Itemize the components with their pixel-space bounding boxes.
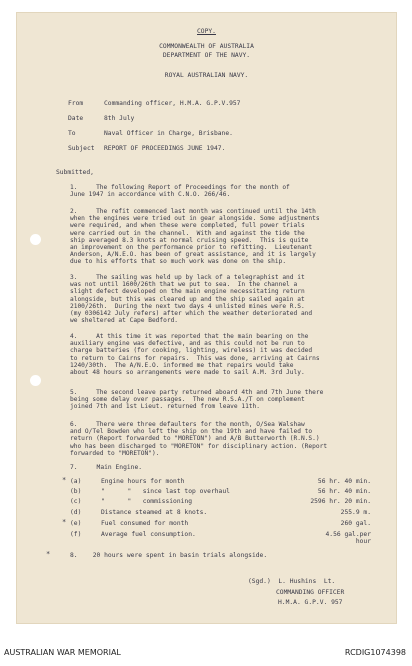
- engine-item-key: (f): [70, 531, 82, 538]
- paragraph-5: 5. The second leave party returned aboard 4th and 7th June there being some delay over passages. The new R.S.A./T on complement joined 7th and 1st Lieut. returned from leave 11th.: [70, 389, 324, 411]
- paragraph-1: 1. The following Report of Proceedings for the month of June 1947 in accordance with C.N.O. 266/46.: [70, 184, 290, 199]
- field-value-date: 8th July: [104, 115, 135, 122]
- item-8: 8. 20 hours were spent in basin trials alongside.: [70, 552, 268, 559]
- engine-item-label: " " commissioning: [101, 498, 192, 505]
- header-ran: ROYAL AUSTRALIAN NAVY.: [164, 72, 249, 79]
- field-label-from: From: [68, 100, 84, 107]
- field-label-to: To: [68, 130, 76, 137]
- engine-item-value: 56 hr. 40 min.: [317, 478, 371, 485]
- signature-vessel: H.M.A. G.P.V. 957: [278, 599, 343, 606]
- field-label-date: Date: [68, 115, 84, 122]
- engine-item-key: (e): [70, 520, 82, 527]
- paragraph-4: 4. At this time it was reported that the main bearing on the auxiliary engine was defective, and as this could not be run to charge batteries (for cooking, lighting, wireless) it was decided to return to Cairns for repairs. This was done, arriving at Cairns 1240/30th. The A/N.E.O. informed me that repairs would take about 48 hours so arrangements were made to sail A.M. 3rd July.: [70, 333, 320, 377]
- engine-item-value: 56 hr. 40 min.: [317, 488, 371, 495]
- engine-item-value: 2596 hr. 20 min.: [310, 498, 371, 505]
- engine-item-label: Fuel consumed for month: [101, 520, 189, 527]
- engine-item-label: Average fuel consumption.: [101, 531, 196, 538]
- engine-item-key: (a): [70, 478, 82, 485]
- engine-item-key: (c): [70, 498, 82, 505]
- field-label-subject: Subject: [68, 145, 95, 152]
- record-id: RCDIG1074398: [344, 648, 406, 657]
- salutation: Submitted,: [56, 169, 94, 176]
- signature-title: COMMANDING OFFICER: [276, 589, 345, 596]
- document-page: [16, 12, 397, 624]
- engine-item-label: " " since last top overhaul: [101, 488, 230, 495]
- paragraph-2: 2. The refit commenced last month was continued until the 14th when the engines were tried out in gear alongside. Some adjustments were required, and when these were completed, full power trials were carried out in the channel. With and against the tide the ship averaged 8.3 knots at normal cruising speed. This is quite an improvement on the performance prior to refitting. Lieutenant Anderson, A/N.E.O. has been of great assistance, and it is largely due to his efforts that so much work was done on the ship.: [70, 208, 320, 266]
- engine-item-value: 255.9 m.: [340, 509, 371, 516]
- header-department: DEPARTMENT OF THE NAVY.: [162, 52, 251, 59]
- paragraph-6: 6. There were three defaulters for the month, O/Sea Walshaw and O/Tel Bowden who left the ship on the 19th and have failed to return (Report forwarded to "MORETON") and A/B Butterworth (R.N.S.) who has been discharged to "MORETON" for disciplinary action. (Report forwarded to "MORETON").: [70, 421, 328, 457]
- annotation-mark: *: [46, 550, 51, 558]
- engine-item-value: 4.56 gal.per hour: [325, 531, 371, 546]
- engine-item-value: 260 gal.: [340, 520, 371, 527]
- field-value-subject: REPORT OF PROCEEDINGS JUNE 1947.: [104, 145, 226, 152]
- annotation-mark: *: [62, 476, 67, 484]
- engine-item-label: Distance steamed at 8 knots.: [101, 509, 208, 516]
- engine-item-key: (b): [70, 488, 82, 495]
- field-value-from: Commanding officer, H.M.A. G.P.V.957: [104, 100, 241, 107]
- punch-hole: [30, 234, 41, 245]
- header-commonwealth: COMMONWEALTH OF AUSTRALIA: [159, 43, 254, 50]
- archive-footer: [0, 640, 412, 666]
- engine-heading: 7. Main Engine.: [70, 464, 143, 471]
- signature-line: (Sgd.) L. Hushins Lt.: [248, 578, 336, 585]
- field-value-to: Naval Officer in Charge, Brisbane.: [104, 130, 233, 137]
- paragraph-3: 3. The sailing was held up by lack of a telegraphist and it was not until 1600/26th that we put to sea. In the channel a slight defect developed on the main engine necessitating return alongside, but this was cleared up and the ship sailed again at 2100/26th. During the next two days 4 unlisted mines were R.S. (my 0306142 July refers) after which the weather deteriorated and we sheltered at Cape Bedford.: [70, 274, 313, 325]
- annotation-mark: *: [62, 518, 67, 526]
- classification-mark: COPY.: [197, 28, 216, 35]
- punch-hole: [30, 375, 41, 386]
- archive-name: AUSTRALIAN WAR MEMORIAL: [4, 648, 121, 657]
- engine-item-label: Engine hours for month: [101, 478, 185, 485]
- engine-item-key: (d): [70, 509, 82, 516]
